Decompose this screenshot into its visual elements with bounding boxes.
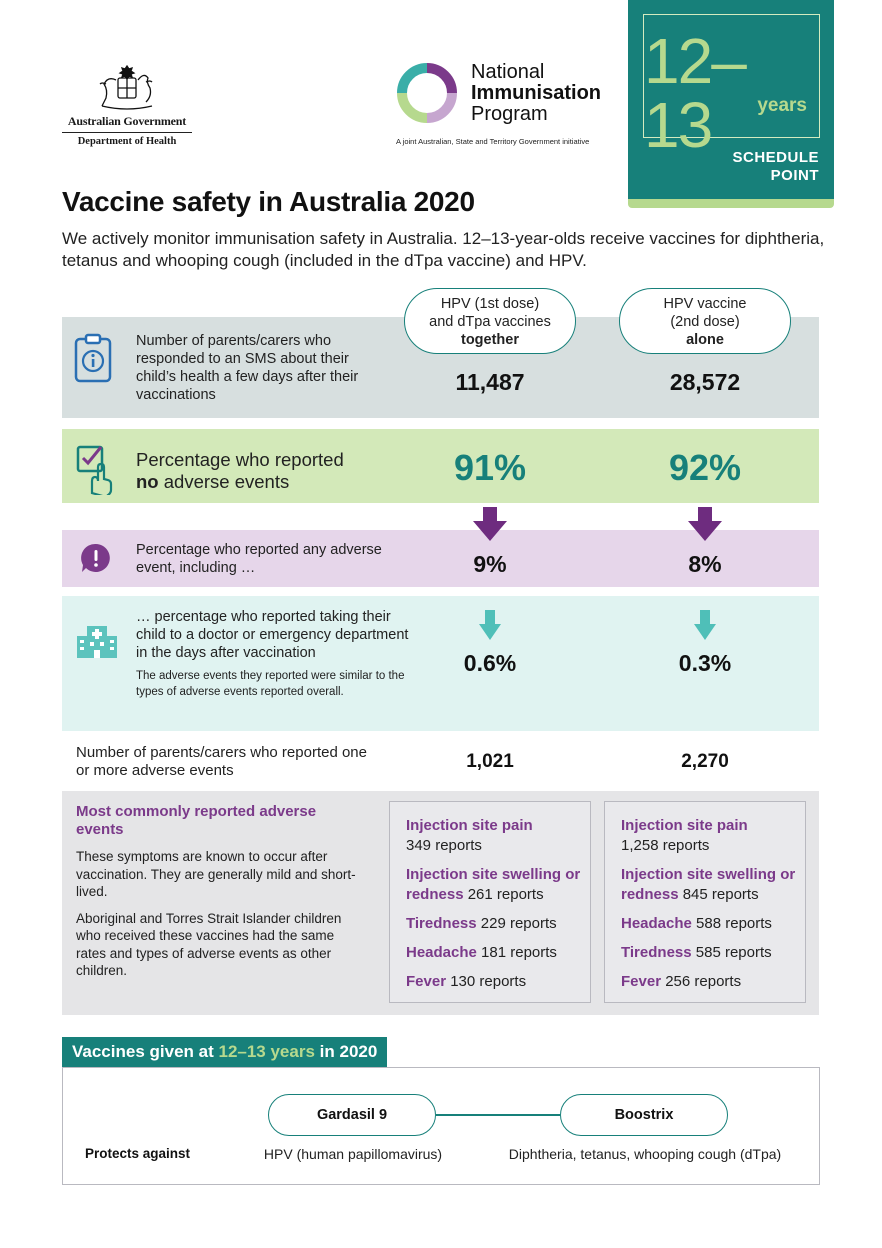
- event-count: 261 reports: [467, 886, 544, 903]
- vaccines-header-pre: Vaccines given at: [72, 1042, 214, 1061]
- reported-count-together: 1,021: [466, 751, 514, 772]
- age-unit: years: [757, 95, 807, 116]
- responded-value-together: 11,487: [455, 369, 525, 395]
- event-name: Fever: [406, 973, 447, 990]
- no-events-value-alone: 92%: [668, 447, 742, 488]
- doctor-value-alone: 0.3%: [678, 650, 732, 676]
- arrow-down-icon: [473, 507, 507, 541]
- event-item: [406, 943, 590, 963]
- common-events-desc-2: Aboriginal and Torres Strait Islander children who received these vaccines had the same rates and types of adverse events as other children.: [76, 910, 342, 978]
- event-count: 845 reports: [682, 886, 759, 903]
- event-item: [621, 972, 805, 992]
- column-header-line: and dTpa vaccines: [429, 314, 551, 330]
- column-header-emphasis: together: [461, 332, 519, 348]
- event-count: 1,258 reports: [621, 837, 710, 854]
- vaccine-boostrix: Boostrix: [560, 1094, 728, 1136]
- event-name: Injection site swelling or redness: [406, 866, 581, 903]
- column-header-line: HPV vaccine: [663, 296, 747, 312]
- nip-ring-icon: [396, 62, 458, 124]
- event-item: [621, 816, 805, 856]
- nip-wordmark: [471, 62, 601, 125]
- vaccines-header: [62, 1037, 387, 1067]
- column-header-line: HPV (1st dose): [440, 296, 540, 312]
- event-name: Tiredness: [406, 915, 477, 932]
- vaccines-header-post: in 2020: [319, 1042, 378, 1061]
- nip-tagline: A joint Australian, State and Territory Government initiative: [396, 137, 590, 146]
- event-count: 585 reports: [695, 944, 772, 961]
- events-list-alone: [604, 801, 806, 1003]
- protects-gardasil: HPV (human papillomavirus): [263, 1146, 443, 1162]
- event-count: 181 reports: [481, 944, 557, 961]
- schedule-point-badge: [628, 0, 834, 208]
- common-events-desc-1: These symptoms are known to occur after vaccination. They are generally mild and short-lived.: [76, 849, 356, 899]
- any-event-value-alone: 8%: [688, 551, 722, 577]
- doctor-label: … percentage who reported taking their child to a doctor or emergency department in the days after vaccination: [136, 609, 409, 661]
- event-item: [621, 943, 805, 963]
- responded-value-alone: 28,572: [669, 369, 741, 395]
- arrow-down-icon: [479, 610, 501, 640]
- clipboard-info-icon: [74, 333, 112, 383]
- event-item: [406, 972, 590, 992]
- event-item: [621, 865, 796, 905]
- schedule-line-2: POINT: [770, 167, 819, 184]
- column-header-together: [404, 288, 576, 354]
- column-header-alone: [619, 288, 791, 354]
- event-count: 588 reports: [696, 915, 772, 932]
- event-count: 349 reports: [406, 837, 482, 854]
- age-range: 12–13: [644, 25, 745, 161]
- doctor-value-together: 0.6%: [463, 650, 517, 676]
- department-name: Department of Health: [77, 136, 177, 147]
- event-name: Injection site pain: [621, 817, 748, 834]
- alert-icon: [80, 542, 112, 574]
- event-item: [621, 914, 805, 934]
- reported-count-label: Number of parents/carers who reported one or more adverse events: [76, 744, 367, 779]
- page-title: Vaccine safety in Australia 2020: [62, 186, 475, 217]
- event-item: [406, 865, 581, 905]
- government-name: Australian Government: [62, 114, 192, 133]
- schedule-line-1: SCHEDULE: [732, 149, 819, 166]
- common-events-description: [76, 848, 366, 989]
- any-event-label: Percentage who reported any adverse event, including …: [136, 542, 382, 576]
- no-events-label-post: adverse events: [163, 471, 290, 492]
- event-item: [406, 816, 590, 856]
- event-count: 256 reports: [665, 973, 742, 990]
- column-header-line: (2nd dose): [670, 314, 740, 330]
- events-list-together: [389, 801, 591, 1003]
- no-events-label-pre: Percentage who reported: [136, 449, 344, 470]
- nip-line-2: Immunisation: [471, 82, 602, 104]
- schedule-label: [669, 149, 819, 185]
- arrow-down-icon: [688, 507, 722, 541]
- event-name: Injection site swelling or redness: [621, 866, 796, 903]
- coat-of-arms-icon: [92, 62, 162, 112]
- any-event-value-together: 9%: [473, 551, 507, 577]
- event-name: Headache: [406, 944, 477, 961]
- government-logo: [62, 62, 192, 147]
- responded-label: Number of parents/carers who responded to an SMS about their child’s health a few days after their vaccinations: [136, 333, 359, 403]
- nip-line-3: Program: [471, 103, 548, 125]
- protects-boostrix: Diphtheria, tetanus, whooping cough (dTpa): [508, 1146, 782, 1162]
- vaccine-gardasil: Gardasil 9: [268, 1094, 436, 1136]
- intro-text: We actively monitor immunisation safety in Australia. 12–13-year-olds receive vaccines for diphtheria, tetanus and whooping cough (included in the dTpa vaccine) and HPV.: [62, 229, 825, 270]
- common-events-title: Most commonly reported adverse events: [76, 803, 317, 838]
- event-count: 130 reports: [450, 973, 527, 990]
- event-name: Fever: [621, 973, 662, 990]
- event-name: Headache: [621, 915, 692, 932]
- arrow-down-icon: [694, 610, 716, 640]
- no-events-value-together: 91%: [453, 447, 527, 488]
- vaccine-connector: [436, 1114, 560, 1116]
- no-events-label: [136, 449, 396, 493]
- reported-count-alone: 2,270: [681, 751, 729, 772]
- no-events-label-bold: no: [136, 471, 159, 492]
- column-header-emphasis: alone: [686, 332, 724, 348]
- checklist-hand-icon: [74, 443, 114, 495]
- event-count: 229 reports: [480, 915, 557, 932]
- doctor-note: The adverse events they reported were similar to the types of adverse events reported overall.: [136, 670, 405, 698]
- event-item: [406, 914, 590, 934]
- event-name: Tiredness: [621, 944, 692, 961]
- vaccines-header-highlight: 12–13 years: [218, 1042, 315, 1061]
- nip-line-1: National: [471, 61, 545, 83]
- event-name: Injection site pain: [406, 817, 533, 834]
- protects-against-label: Protects against: [85, 1146, 191, 1161]
- hospital-icon: [77, 622, 117, 658]
